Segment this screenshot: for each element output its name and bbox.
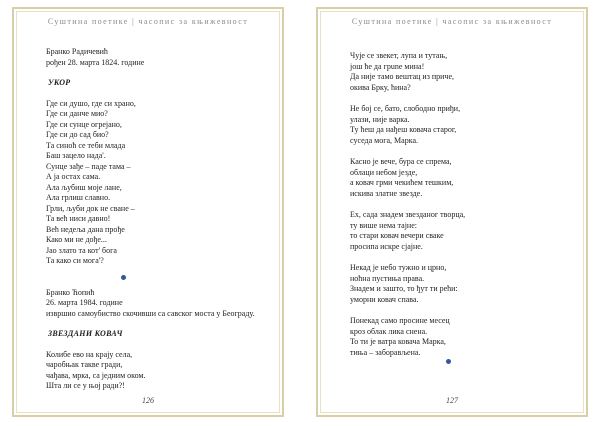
poem-line: Шта ли се у њој ради?! <box>46 381 125 390</box>
poem-line: Да није тамо вештац из приче, <box>350 72 454 81</box>
poem-line: Већ недеља дана прође <box>46 224 125 234</box>
poem-line: Где си данче мио? <box>46 109 108 118</box>
poem-line: Грли, љуби док не сване – <box>46 203 135 213</box>
stanza <box>350 51 572 93</box>
poem-title: УКОР <box>48 78 71 87</box>
poem-title: ЗВЕЗДАНИ КОВАЧ <box>48 329 123 338</box>
poem-line: Ала грлиш славно. <box>46 193 111 202</box>
page-header: Суштина поетике | часопис за књижевност <box>47 17 249 26</box>
poem-line: а ковач грми чекићем тешким, <box>350 178 454 187</box>
poem-line: уморни ковач спава. <box>350 294 419 304</box>
stanza <box>350 104 572 146</box>
stanza <box>350 263 572 305</box>
stanza <box>350 210 572 252</box>
poem-line: Ту ћеш да нађеш ковача старог, <box>350 125 457 134</box>
page-number: 126 <box>142 396 154 405</box>
poem-line: Не бој се, бато, слободно приђи, <box>350 104 461 113</box>
stanza <box>350 157 572 199</box>
poem-line: Где си сунце огрејано, <box>46 119 122 129</box>
poem-line: ту више нема тајне: <box>350 220 417 230</box>
poem-line: Та синоћ се теби млада <box>46 140 126 150</box>
poem-line: чаробњак такве гради, <box>46 360 123 369</box>
author-name: Бранко Радичевић <box>46 47 108 56</box>
poem-line: Где си душо, где си храно, <box>46 98 136 108</box>
poem-line: искива златне звезде. <box>350 188 423 198</box>
poem-line: још ће да грune мина! <box>350 61 425 71</box>
poem-line: Где си до сад био? <box>46 130 109 139</box>
author-description: извршио самоубиство скочивши са савског моста у Београду. <box>46 308 255 318</box>
section-divider <box>446 359 451 364</box>
poem-line: Колибе ево на крају села, <box>46 349 133 359</box>
poem-line: Та већ ниси давно! <box>46 214 111 223</box>
poem-line: Ала љубиш моје лане, <box>46 182 122 192</box>
poem-line: То ти је ватра ковача Марка, <box>350 337 446 346</box>
poem-line: тиња – заборављена. <box>350 347 421 357</box>
poem-line: Некад је небо тужно и црно, <box>350 263 447 272</box>
poem-line: Понекад само просине месец <box>350 316 450 325</box>
right-page-content <box>350 51 572 369</box>
poem-line: Та како си мога'? <box>46 256 104 265</box>
author-name: Бранко Ћопић <box>46 287 95 297</box>
left-page-content <box>46 47 268 392</box>
poem-line: Касно је вече, бура се спрема, <box>350 157 452 166</box>
poem-line: ноћна пустиња права. <box>350 273 425 283</box>
poem-line: суседа мога, Марка. <box>350 135 419 145</box>
poem-line: то стари ковач вечери сваке <box>350 231 444 240</box>
author-death-date: 26. марта 1984. године <box>46 298 123 307</box>
poem-line: облаци небом језде, <box>350 167 418 177</box>
stanza <box>350 316 572 358</box>
page-header: Суштина поетике | часопис за књижевност <box>351 17 553 26</box>
poem-line: А ја остах сама. <box>46 172 101 181</box>
left-page <box>12 7 284 417</box>
poem-line: Знадем и зашто, то ђут ти рећи: <box>350 284 458 293</box>
poem-line: Баш зацело нада'. <box>46 151 106 160</box>
poem-line: Како ми не дође... <box>46 235 107 244</box>
section-divider <box>121 275 126 280</box>
poem-line: кроз облак лика снена. <box>350 326 428 336</box>
poem-line: просипа искре сјајне. <box>350 241 423 251</box>
poem-line: окива Брку, ћина? <box>350 82 411 92</box>
poem-line: Сунце зађе – паде тама – <box>46 161 131 171</box>
page-number: 127 <box>446 396 458 405</box>
poem-line: улази, није варка. <box>350 114 410 124</box>
poem-line: Ех, сада знадем звезданог творца, <box>350 210 466 219</box>
poem-line: чађава, мрка, са једним оком. <box>46 370 146 380</box>
author-birth: рођен 28. марта 1824. године <box>46 57 145 67</box>
poem-line: Чује се звекет, лупа и тутањ, <box>350 51 448 60</box>
poem-body <box>46 350 268 392</box>
poem-line: Јао злато та кот' бога <box>46 245 117 255</box>
right-page <box>316 7 588 417</box>
poem-body <box>46 99 268 267</box>
